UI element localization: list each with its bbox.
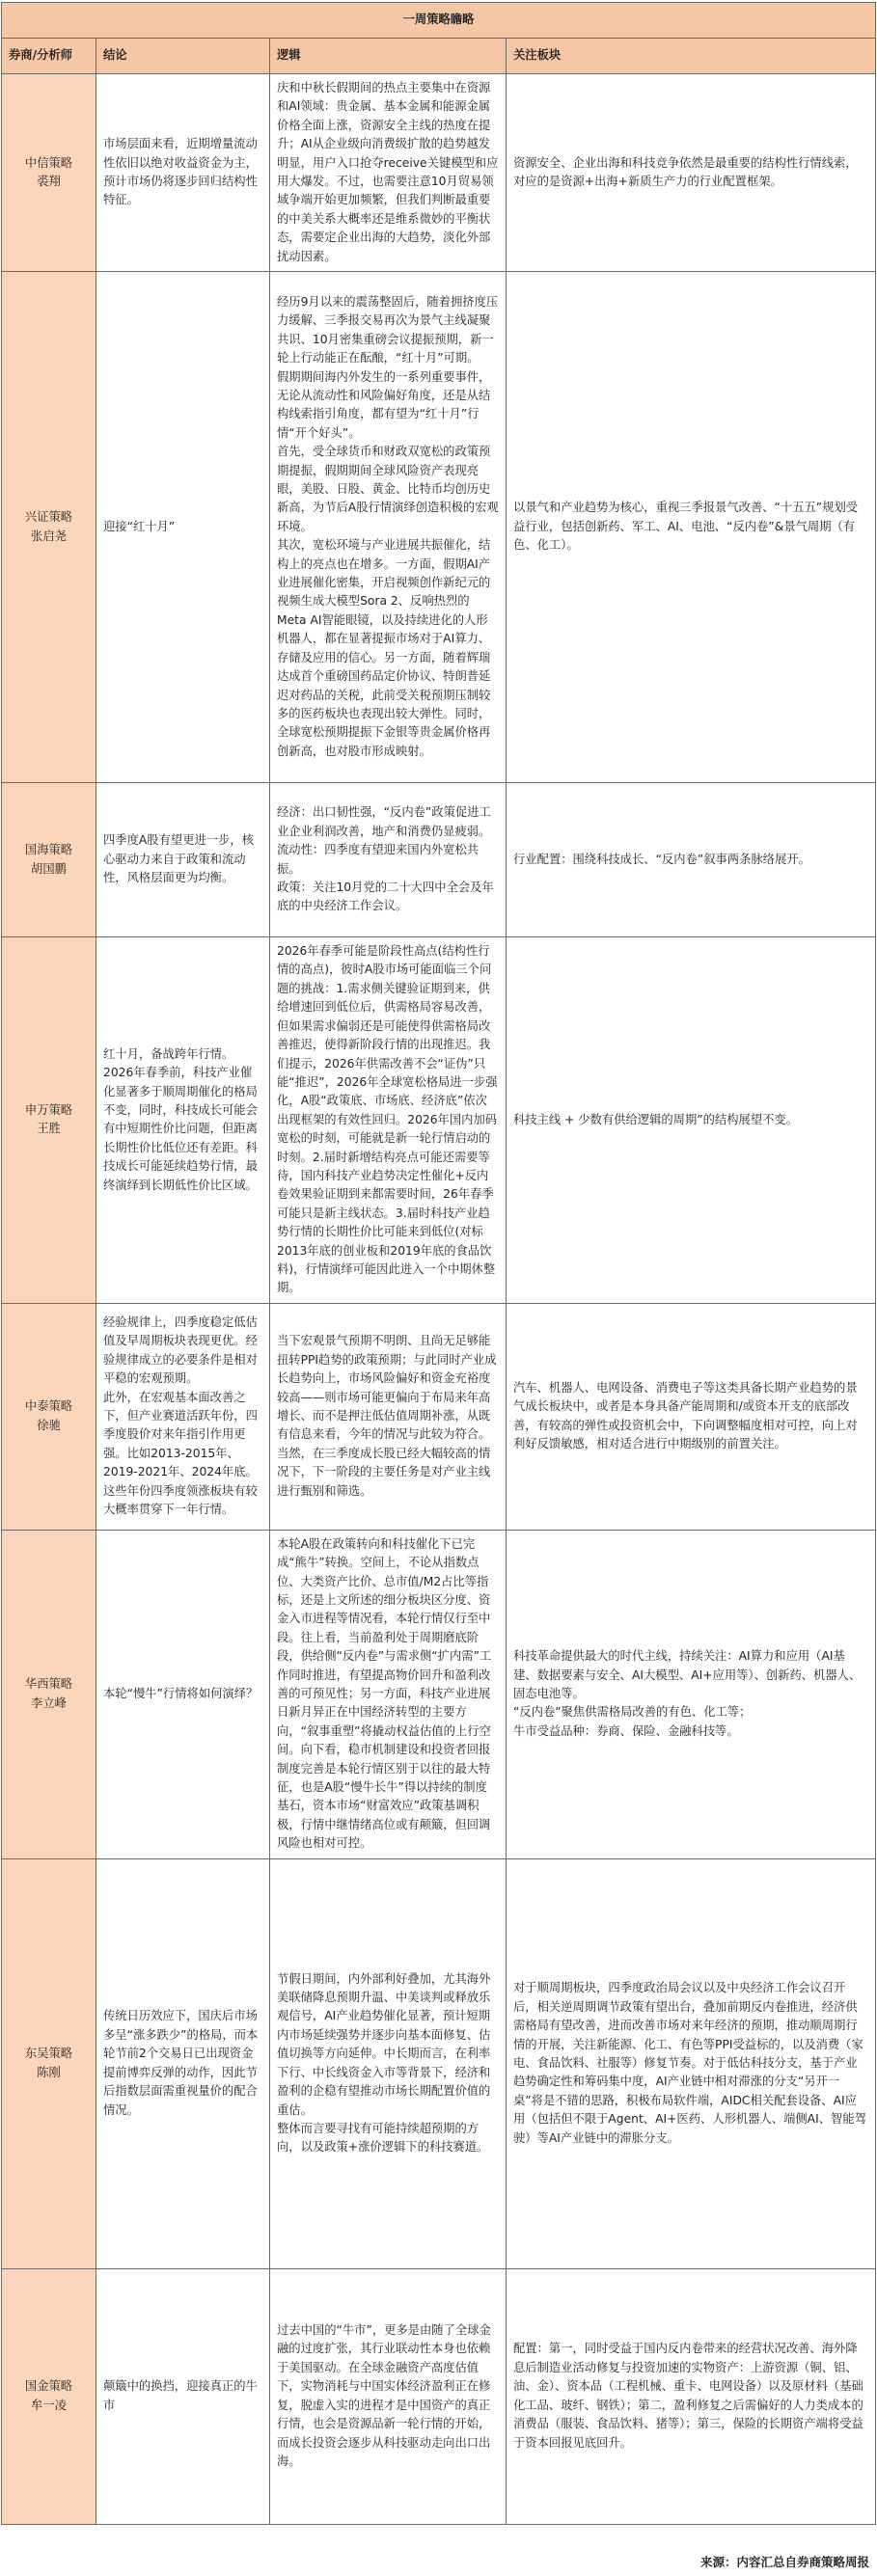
broker-name: 东吴策略 陈刚 — [24, 2047, 73, 2079]
broker-cell — [2, 1303, 96, 1530]
sector-cell: 资源安全、企业出海和科技竞争依然是最重要的结构性行情线索，对应的是资源+出海+新质生产力的行业配置框架。 — [507, 74, 876, 272]
logic-cell: 经历9月以来的震荡整固后，随着拥挤度压力缓解、三季报交易再次为景气主线凝聚共识、10月密集重磅会议提振预期，新一轮上行动能正在酝酿，“红十月”可期。 假期期间海内外发生的一系列重要事件，无论从流动性和风险偏好角度，还是从结构线索指引角度，都有望为“红十月”行情“开个好头”。 首先，受全球货币和财政双宽松的政策预期提振，假期期间全球风险资产表现亮眼，美股、日股、黄金、比特币均创历史新高，为节后A股行情演绎创造积极的宏观环境。 其次，宽松环境与产业进展共振催化，结构上的亮点也在增多。一方面，假期AI产业进展催化密集，开启视频创作新纪元的视频生成大模型Sora 2、反响热烈的Meta AI智能眼镜，以及持续进化的人形机器人，都在显著提振市场对于AI算力、存储及应用的信心。另一方面，随着辉瑞达成首个重磅国药品定价协议、特朗普延迟对药品的关税，此前受关税预期压制较多的医药板块也表现出较大弹性。同时，全球宽松预期提振下金银等贵金属价格再创新高，也对股市形成映射。 — [270, 272, 507, 783]
header-conclusion: 结论 — [96, 39, 270, 74]
logic-cell: 2026年春季可能是阶段性高点(结构性行情的高点)，彼时A股市场可能面临三个问题的挑战：1.需求侧关键验证期到来，供给增速回到低位后，供需格局容易改善，但如果需求偏弱还是可能使得供需格局改善推迟，使得新阶段行情的出现推迟。我们提示，2026年供需改善不会“证伪”只能“推迟”，2026年全球宽松格局进一步强化，A股“政策底、市场底、经济底”依次出现框架的有效性回归。2026年国内加码宽松的时刻，可能就是新一轮行情启动的时刻。2.届时新增结构亮点可能还需要等待，国内科技产业趋势决定性催化+反内卷效果验证期到来都需要时间，26年春季可能只是新主线状态。3.届时科技产业趋势行情的长期性价比可能来到低位(对标2013年底的创业板和2019年底的食品饮料)，行情演绎可能因此进入一个中期休整期。 — [270, 937, 507, 1304]
broker-cell — [2, 74, 96, 272]
header-logic: 逻辑 — [270, 39, 507, 74]
sector-cell: 科技主线 + 少数有供给逻辑的周期”的结构展望不变。 — [507, 937, 876, 1304]
table-row — [2, 272, 876, 783]
sector-cell: 科技革命提供最大的时代主线，持续关注：AI算力和应用（AI基建、数据要素与安全、AI大模型、AI+应用等）、创新药、机器人、固态电池等。 “反内卷”聚焦供需格局改善的有色、化工等； 牛市受益品种：券商、保险、金融科技等。 — [507, 1530, 876, 1858]
table-row — [2, 1530, 876, 1858]
sector-cell: 对于顺周期板块，四季度政治局会议以及中央经济工作会议召开后，相关逆周期调节政策有望出台，叠加前期反内卷推进，经济供需格局有望改善，进而改善市场对来年经济的预期，推动顺周期行情的开展，关注新能源、化工、有色等PPI受益标的，以及消费（家电、食品饮料、社服等）修复节奏。对于低估科技分支，基于产业趋势确定性和筹码集中度，AI产业链中相对滞涨的分支“另开一桌”将是不错的思路，积极布局软件端，AIDC相关配套设备、AI应用（包括但不限于Agent、AI+医药、人形机器人、端侧AI、智能驾驶）等AI产业链中的滞胀分支。 — [507, 1858, 876, 2268]
conclusion-cell: 本轮“慢牛”行情将如何演绎？ — [96, 1530, 270, 1858]
table-row — [2, 1303, 876, 1530]
header-broker: 券商/分析师 — [2, 39, 96, 74]
conclusion-cell: 迎接“红十月” — [96, 272, 270, 783]
broker-cell — [2, 1530, 96, 1858]
broker-cell — [2, 272, 96, 783]
logic-cell: 本轮A股在政策转向和科技催化下已完成“熊牛”转换。空间上，不论从指数点位、大类资产比价、总市值/M2占比等指标，还是上文所述的细分板块区分度、资金入市进程等情况看，本轮行情仅行至中段。往上看，当前盈利处于周期磨底阶段，供给侧“反内卷”与需求侧“扩内需”工作同时推进，有望提高物价回升和盈利改善的可预见性；另一方面，科技产业进展日新月异正在中国经济转型的主要方向，“叙事重塑”将撬动权益估值的上行空间。向下看，稳市机制建设和投资者回报制度完善是本轮行情区别于以往的最大特征，也是A股“慢牛长牛”得以持续的制度基石，资本市场“财富效应”政策基调积极，行情中继情绪高位或有颠簸，但回调风险也相对可控。 — [270, 1530, 507, 1858]
logic-cell: 经济：出口韧性强，“反内卷”政策促进工业企业利润改善，地产和消费仍显疲弱。 流动性：四季度有望迎来国内外宽松共振。 政策：关注10月党的二十大四中全会及年底的中央经济工作会议。 — [270, 783, 507, 937]
broker-name: 中信策略 裘翔 — [24, 155, 73, 189]
table-row — [2, 2268, 876, 2524]
conclusion-cell: 四季度A股有望更进一步，核心驱动力来自于政策和流动性，风格层面更为均衡。 — [96, 783, 270, 937]
logic-cell: 庆和中秋长假期间的热点主要集中在资源和AI领域：贵金属、基本金属和能源金属价格全面上涨，资源安全主线的热度在提升；AI从企业级向消费级扩散的趋势越发明显，用户入口抢夺receive关键模型和应用大爆发。不过，也需要注意10月贸易领域争端开始更加频繁，但我们判断最重要的中美关系大概率还是维系微妙的平衡状态，需要定企业出海的大趋势，淡化外部扰动因素。 — [270, 74, 507, 272]
header-sector: 关注板块 — [507, 39, 876, 74]
sector-cell: 以景气和产业趋势为核心，重视三季报景气改善、“十五五”规划受益行业，包括创新药、军工、AI、电池、“反内卷”&景气周期（有色、化工）。 — [507, 272, 876, 783]
sector-cell: 汽车、机器人、电网设备、消费电子等这类具备长期产业趋势的景气成长板块中，或者是本身具备产能周期和/或资本开支的底部改善，有较高的弹性或投资机会中，下向调整幅度相对可控，向上对利好反馈敏感，相对适合进行中期级别的前置关注。 — [507, 1303, 876, 1530]
broker-name: 国海策略 胡国鹏 — [24, 843, 73, 876]
logic-cell: 当下宏观景气预期不明朗、且尚无足够能扭转PPI趋势的政策预期；与此同时产业成长趋势向上，市场风险偏好和资金充裕度较高——则市场可能更偏向于布局来年高增长、而不是押注低估值周期补涨，从既有信息来看，今年的情况与此较为符合。 当然，在三季度成长股已经大幅较高的情况下，下一阶段的主要任务是对产业主线进行甄别和筛选。 — [270, 1303, 507, 1530]
table-title-row — [2, 3, 876, 39]
broker-name: 华西策略 李立峰 — [24, 1677, 73, 1710]
broker-cell — [2, 937, 96, 1304]
source-note: 来源：内容汇总自券商策略周报 — [699, 2555, 869, 2569]
broker-cell — [2, 783, 96, 937]
table-row — [2, 1858, 876, 2268]
conclusion-cell: 市场层面来看，近期增量流动性依旧以绝对收益资金为主，预计市场仍将逐步回归结构性特征。 — [96, 74, 270, 272]
conclusion-cell: 传统日历效应下，国庆后市场多呈“涨多跌少”的格局，而本轮节前2个交易日已出现资金提前博弈反弹的动作，因此节后指数层面需重视量价的配合情况。 — [96, 1858, 270, 2268]
conclusion-cell: 颠簸中的换挡，迎接真正的牛市 — [96, 2268, 270, 2524]
broker-cell — [2, 1858, 96, 2268]
table-row — [2, 74, 876, 272]
broker-name: 中泰策略 徐驰 — [24, 1399, 73, 1432]
conclusion-cell: 红十月，备战跨年行情。 2026年春季前，科技产业催化显著多于顺周期催化的格局不变，同时，科技成长可能会有中短期性价比问题，但距离长期性价比低位还有差距。科技成长可能延续趋势行情，最终演绎到长期低性价比区域。 — [96, 937, 270, 1304]
table-row — [2, 937, 876, 1304]
table-title: 一周策略瞻略 — [2, 3, 876, 39]
broker-cell — [2, 2268, 96, 2524]
broker-name: 兴证策略 张启尧 — [24, 510, 73, 543]
table-row — [2, 783, 876, 937]
sector-cell: 行业配置：围绕科技成长、“反内卷”叙事两条脉络展开。 — [507, 783, 876, 937]
table-header-row — [2, 39, 876, 74]
strategy-table — [1, 2, 876, 2525]
logic-cell: 节假日期间，内外部利好叠加，尤其海外美联储降息预期升温、中美谈判或释放乐观信号，AI产业趋势催化显著，预计短期内市场延续强势并逐步向基本面修复、估值切换等方向延伸。中长期而言，在利率下行、中长线资金入市等背景下，经济和盈利的企稳有望推动市场长期配置价值的重估。 整体而言要寻找有可能持续超预期的方向，以及政策+涨价逻辑下的科技赛道。 — [270, 1858, 507, 2268]
conclusion-cell: 经验规律上，四季度稳定低估值及早周期板块表现更优。经验规律成立的必要条件是相对平稳的宏观预期。 此外，在宏观基本面改善之下，但产业赛道活跃年份，四季度股价对来年指引作用更强。比如2013-2015年、2019-2021年、2024年底。这些年份四季度领涨板块有较大概率贯穿下一年行情。 — [96, 1303, 270, 1530]
sector-cell: 配置：第一，同时受益于国内反内卷带来的经营状况改善、海外降息后制造业活动修复与投资加速的实物资产：上游资源（铜、铝、油、金）、资本品（工程机械、重卡、电网设备）以及原材料（基础化工品、玻纤、钢铁）；第二，盈利修复之后需偏好的人力类成本的消费品（服装、食品饮料、猪等）；第三，保险的长期资产端将受益于资本回报见底回升。 — [507, 2268, 876, 2524]
broker-name: 国金策略 牟一凌 — [24, 2379, 73, 2412]
broker-name: 申万策略 王胜 — [24, 1103, 73, 1136]
logic-cell: 过去中国的“牛市”，更多是由随了全球金融的过度扩张，其行业联动性本身也依赖于美国驱动。在全球金融资产高度估值下，实物消耗与中国实体经济盈利正在修复，脱虚入实的进程才是中国资产的真正行情，也会是资源品新一轮行情的开始，而成长投资会逐步从科技驱动走向出口出海。 — [270, 2268, 507, 2524]
